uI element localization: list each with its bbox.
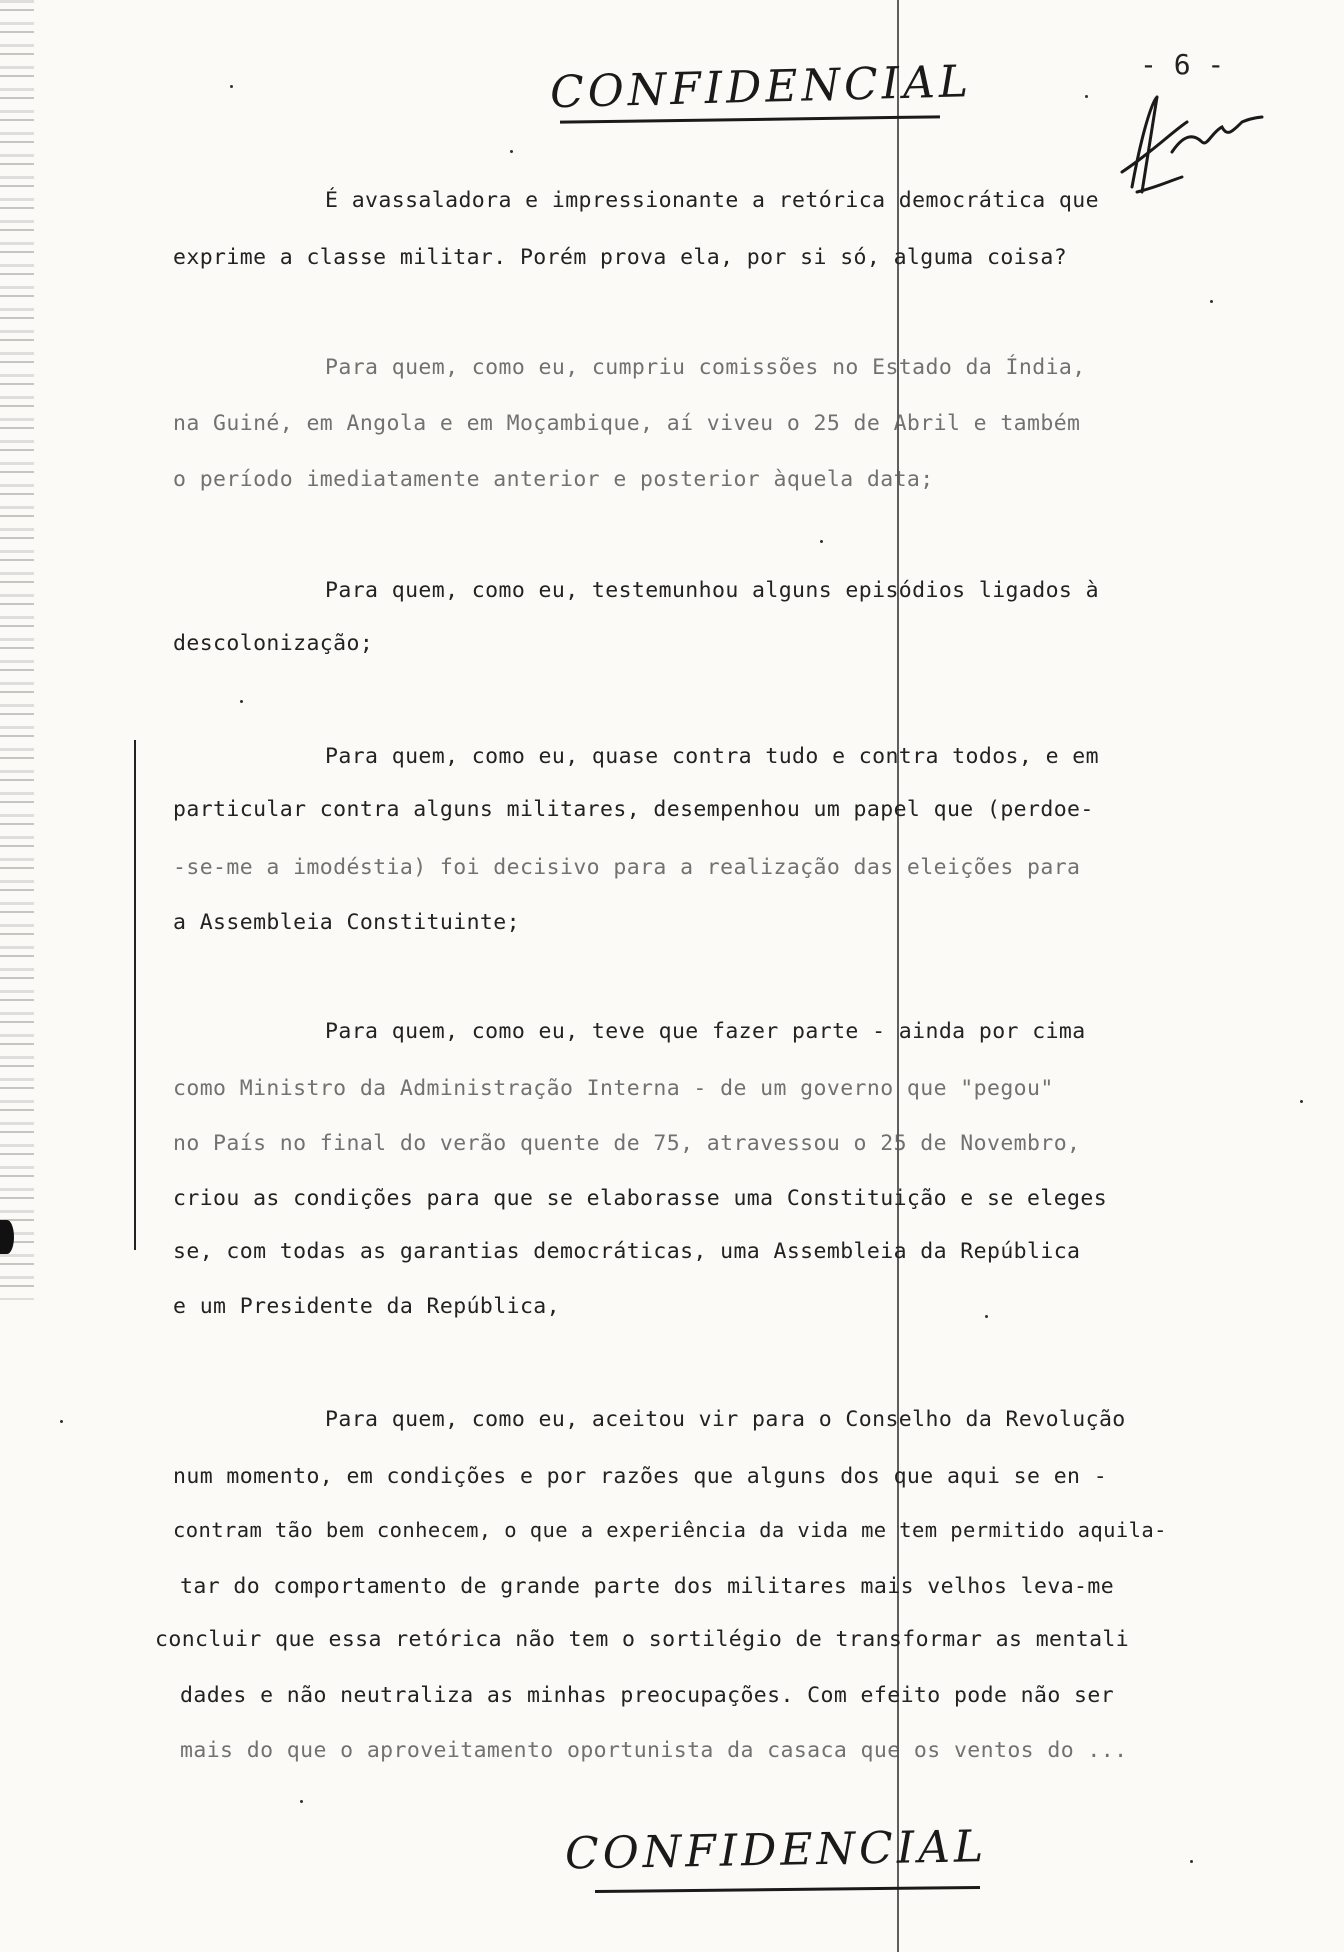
body-line-13: como Ministro da Administração Interna - de um governo que "pegou" xyxy=(173,1076,1054,1101)
scan-speck xyxy=(1300,1100,1303,1103)
scan-speck xyxy=(510,150,513,153)
scan-speck xyxy=(230,85,233,88)
body-line-1: É avassaladora e impressionante a retórica democrática que xyxy=(325,188,1099,213)
body-line-21: tar do comportamento de grande parte dos militares mais velhos leva-me xyxy=(180,1574,1115,1599)
body-line-9: particular contra alguns militares, desempenhou um papel que (perdoe- xyxy=(173,797,1094,822)
body-line-6: Para quem, como eu, testemunhou alguns episódios ligados à xyxy=(325,578,1099,603)
scan-speck xyxy=(985,1315,988,1318)
body-line-11: a Assembleia Constituinte; xyxy=(173,910,520,935)
body-line-22: concluir que essa retórica não tem o sortilégio de transformar as mentali xyxy=(155,1627,1130,1652)
page-number: - 6 - xyxy=(1140,48,1225,81)
body-line-17: e um Presidente da República, xyxy=(173,1294,560,1319)
body-line-20: contram tão bem conhecem, o que a experiência da vida me tem permitido aquila- xyxy=(173,1518,1167,1542)
scan-speck xyxy=(240,700,243,703)
scan-speck xyxy=(300,1800,303,1803)
scan-speck xyxy=(820,540,823,543)
body-line-10: -se-me a imodéstia) foi decisivo para a realização das eleições para xyxy=(173,855,1081,880)
scan-speck xyxy=(1190,1860,1193,1863)
body-line-15: criou as condições para que se elaborasse uma Constituição e se eleges xyxy=(173,1186,1108,1211)
body-line-5: o período imediatamente anterior e posterior àquela data; xyxy=(173,467,934,492)
body-line-14: no País no final do verão quente de 75, atravessou o 25 de Novembro, xyxy=(173,1131,1081,1156)
body-line-12: Para quem, como eu, teve que fazer parte - ainda por cima xyxy=(325,1019,1086,1044)
body-line-7: descolonização; xyxy=(173,631,374,656)
header-confidential-stamp: CONFIDENCIAL xyxy=(549,56,973,119)
footer-confidential-stamp: CONFIDENCIAL xyxy=(564,1821,988,1880)
scan-speck xyxy=(60,1420,63,1423)
body-line-18: Para quem, como eu, aceitou vir para o Conselho da Revolução xyxy=(325,1407,1126,1432)
body-line-8: Para quem, como eu, quase contra tudo e contra todos, e em xyxy=(325,744,1099,769)
body-line-2: exprime a classe militar. Porém prova ela, por si só, alguma coisa? xyxy=(173,245,1068,270)
scan-speck xyxy=(1210,300,1213,303)
body-line-3: Para quem, como eu, cumpriu comissões no Estado da Índia, xyxy=(325,355,1086,380)
body-line-4: na Guiné, em Angola e em Moçambique, aí viveu o 25 de Abril e também xyxy=(173,411,1081,436)
scan-speck xyxy=(1085,95,1088,98)
body-line-19: num momento, em condições e por razões que alguns dos que aqui se en - xyxy=(173,1464,1108,1489)
body-line-16: se, com todas as garantias democráticas, uma Assembleia da República xyxy=(173,1239,1081,1264)
body-line-23: dades e não neutraliza as minhas preocupações. Com efeito pode não ser xyxy=(180,1683,1115,1708)
body-line-24: mais do que o aproveitamento oportunista da casaca que os ventos do ... xyxy=(180,1738,1128,1763)
